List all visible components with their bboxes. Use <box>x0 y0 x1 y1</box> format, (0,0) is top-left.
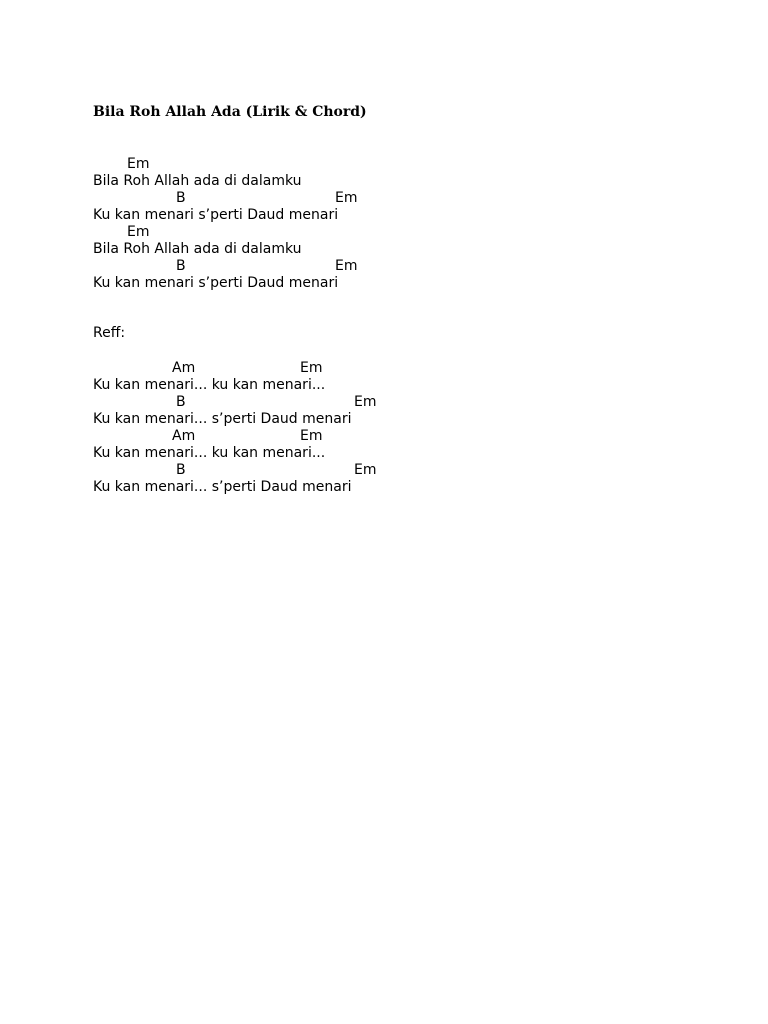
reff-chord-b: B <box>176 462 186 478</box>
verse-chord-em: Em <box>335 258 358 274</box>
reff-chord-em: Em <box>300 428 323 444</box>
reff-lyric-line: Ku kan menari... ku kan menari... <box>93 445 326 461</box>
verse-lyric-line: Ku kan menari s’perti Daud menari <box>93 275 339 291</box>
reff-chord-em: Em <box>354 394 377 410</box>
verse-lyric-line: Bila Roh Allah ada di dalamku <box>93 241 302 257</box>
reff-chord-am: Am <box>172 360 196 376</box>
reff-chord-am: Am <box>172 428 196 444</box>
reff-chord-b: B <box>176 394 186 410</box>
reff-label: Reff: <box>93 325 126 341</box>
verse-chord-b: B <box>176 190 186 206</box>
reff-lyric-line: Ku kan menari... ku kan menari... <box>93 377 326 393</box>
reff-lyric-line: Ku kan menari... s’perti Daud menari <box>93 479 352 495</box>
verse-chord-b: B <box>176 258 186 274</box>
song-title: Bila Roh Allah Ada (Lirik & Chord) <box>93 104 367 120</box>
reff-chord-em: Em <box>300 360 323 376</box>
reff-lyric-line: Ku kan menari... s’perti Daud menari <box>93 411 352 427</box>
verse-chord-em: Em <box>127 156 150 172</box>
reff-chord-em: Em <box>354 462 377 478</box>
verse-lyric-line: Ku kan menari s’perti Daud menari <box>93 207 339 223</box>
verse-lyric-line: Bila Roh Allah ada di dalamku <box>93 173 302 189</box>
verse-chord-em: Em <box>127 224 150 240</box>
verse-chord-em: Em <box>335 190 358 206</box>
